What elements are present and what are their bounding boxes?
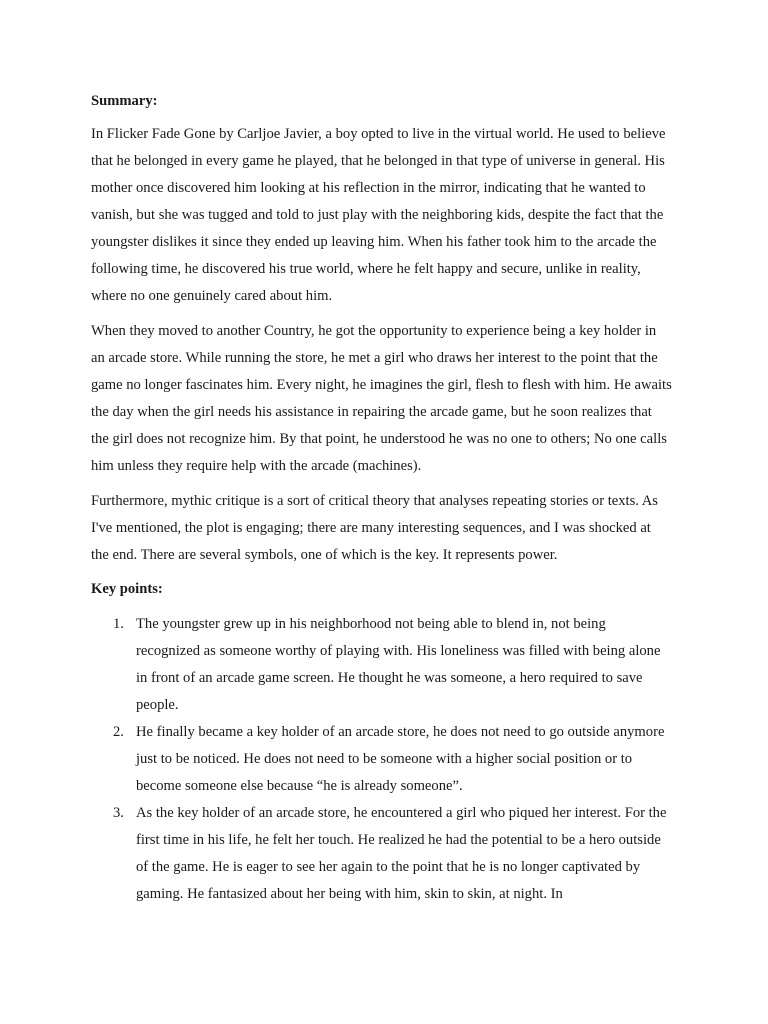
list-item-text: He finally became a key holder of an arcade store, he does not need to go outside anymore just to be noticed. He does not need to be someone with a higher social position or to become someone else because “he is already someone”. — [136, 724, 665, 794]
list-number: 1. — [113, 616, 124, 632]
key-points-list — [91, 611, 672, 908]
list-number: 2. — [113, 724, 124, 740]
list-number: 3. — [113, 805, 124, 821]
list-item — [91, 800, 672, 908]
key-points-heading: Key points: — [91, 581, 163, 597]
summary-heading: Summary: — [91, 93, 158, 109]
summary-paragraph-2: When they moved to another Country, he got the opportunity to experience being a key holder in an arcade store. While running the store, he met a girl who draws her interest to the point that the game no longer fascinates him. Every night, he imagines the girl, flesh to flesh with him. He awaits the day when the girl needs his assistance in repairing the arcade game, but he soon realizes that the girl does not recognize him. By that point, he understood he was no one to others; No one calls him unless they require help with the arcade (machines). — [91, 323, 672, 474]
summary-paragraph-3: Furthermore, mythic critique is a sort of critical theory that analyses repeating stories or texts. As I've mentioned, the plot is engaging; there are many interesting sequences, and I was shocked at the end. There are several symbols, one of which is the key. It represents power. — [91, 493, 658, 563]
list-item-text: The youngster grew up in his neighborhood not being able to blend in, not being recognized as someone worthy of playing with. His loneliness was filled with being alone in front of an arcade game screen. He thought he was someone, a hero required to save people. — [136, 616, 661, 713]
list-item — [91, 719, 672, 800]
list-item-text: As the key holder of an arcade store, he encountered a girl who piqued her interest. For the first time in his life, he felt her touch. He realized he had the potential to be a hero outside of the game. He is eager to see her again to the point that he is no longer captivated by gaming. He fantasized about her being with him, skin to skin, at night. In — [136, 805, 667, 902]
list-item — [91, 611, 672, 719]
summary-paragraph-1: In Flicker Fade Gone by Carljoe Javier, a boy opted to live in the virtual world. He used to believe that he belonged in every game he played, that he belonged in that type of universe in general. His mother once discovered him looking at his reflection in the mirror, indicating that he wanted to vanish, but she was tugged and told to just play with the neighboring kids, despite the fact that the youngster dislikes it since they ended up leaving him. When his father took him to the arcade the following time, he discovered his true world, where he felt happy and secure, unlike in reality, where no one genuinely cared about him. — [91, 126, 666, 304]
